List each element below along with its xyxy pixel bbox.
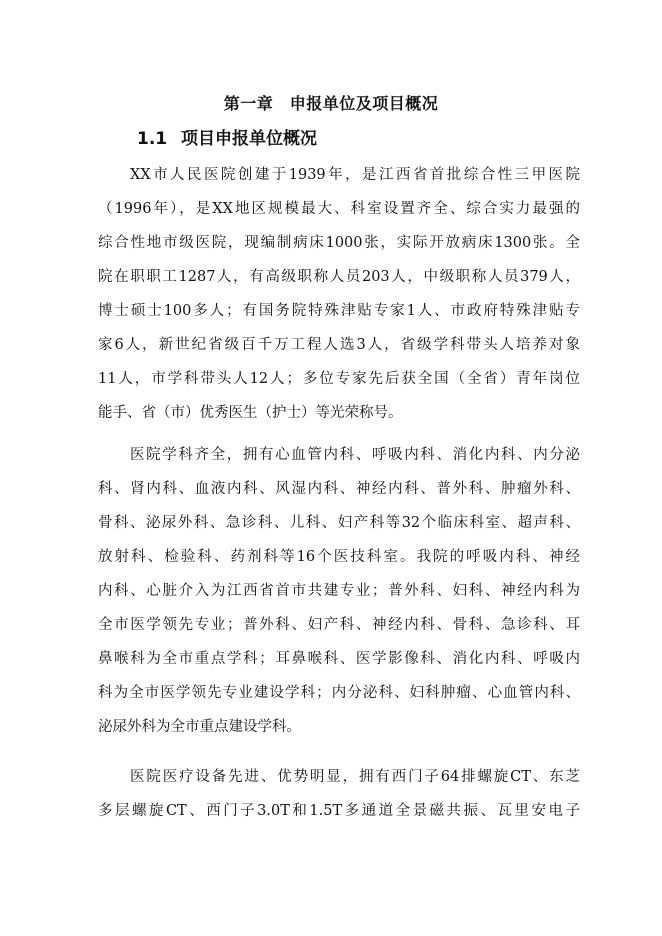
paragraph-line: 全市医学领先专业；普外科、妇产科、神经内科、骨科、急诊科、耳 bbox=[98, 617, 580, 633]
paragraph-line: 综合性地市级医院，现编制病床1000张，实际开放病床1300张。全 bbox=[98, 235, 580, 251]
paragraph-line: 博士硕士100多人；有国务院特殊津贴专家1人、市政府特殊津贴专 bbox=[98, 303, 580, 319]
paragraph-line: （1996年），是XX地区规模最大、科室设置齐全、综合实力最强的 bbox=[98, 201, 580, 217]
paragraph-line: 院在职职工1287人，有高级职称人员203人，中级职称人员379人， bbox=[98, 269, 580, 285]
section-number: 1.1 bbox=[137, 129, 168, 149]
paragraph-line: XX市人民医院创建于1939年，是江西省首批综合性三甲医院 bbox=[130, 167, 580, 183]
paragraph-equipment bbox=[98, 760, 580, 828]
paragraph-line: 鼻喉科为全市重点学科；耳鼻喉科、医学影像科、消化内科、呼吸内 bbox=[98, 651, 580, 667]
section-title: 项目申报单位概况 bbox=[181, 129, 317, 149]
paragraph-hospital-overview bbox=[98, 158, 580, 430]
paragraph-line: 内科、心脏介入为江西省首市共建专业；普外科、妇科、神经内科为 bbox=[98, 583, 580, 599]
paragraph-line: 11人，市学科带头人12人；多位专家先后获全国（全省）青年岗位 bbox=[98, 371, 580, 387]
paragraph-line: 泌尿外科为全市重点建设学科。 bbox=[98, 719, 301, 735]
paragraph-line: 放射科、检验科、药剂科等16个医技科室。我院的呼吸内科、神经 bbox=[98, 549, 580, 565]
paragraph-departments bbox=[98, 438, 580, 744]
paragraph-line: 医院医疗设备先进、优势明显，拥有西门子64排螺旋CT、东芝 bbox=[130, 769, 580, 785]
paragraph-line: 多层螺旋CT、西门子3.0T和1.5T多通道全景磁共振、瓦里安电子 bbox=[98, 803, 580, 819]
paragraph-line: 医院学科齐全，拥有心血管内科、呼吸内科、消化内科、内分泌 bbox=[130, 447, 580, 463]
paragraph-line: 家6人，新世纪省级百千万工程人选3人，省级学科带头人培养对象 bbox=[98, 337, 580, 353]
paragraph-line: 能手、省（市）优秀医生（护士）等光荣称号。 bbox=[98, 405, 403, 421]
paragraph-line: 骨科、泌尿外科、急诊科、儿科、妇产科等32个临床科室、超声科、 bbox=[98, 515, 580, 531]
paragraph-line: 科、肾内科、血液内科、风湿内科、神经内科、普外科、肿瘤外科、 bbox=[98, 481, 580, 497]
section-heading bbox=[137, 124, 317, 149]
chapter-title: 第一章 申报单位及项目概况 bbox=[223, 94, 439, 113]
paragraph-line: 科为全市医学领先专业建设学科；内分泌科、妇科肿瘤、心血管内科、 bbox=[98, 685, 580, 701]
